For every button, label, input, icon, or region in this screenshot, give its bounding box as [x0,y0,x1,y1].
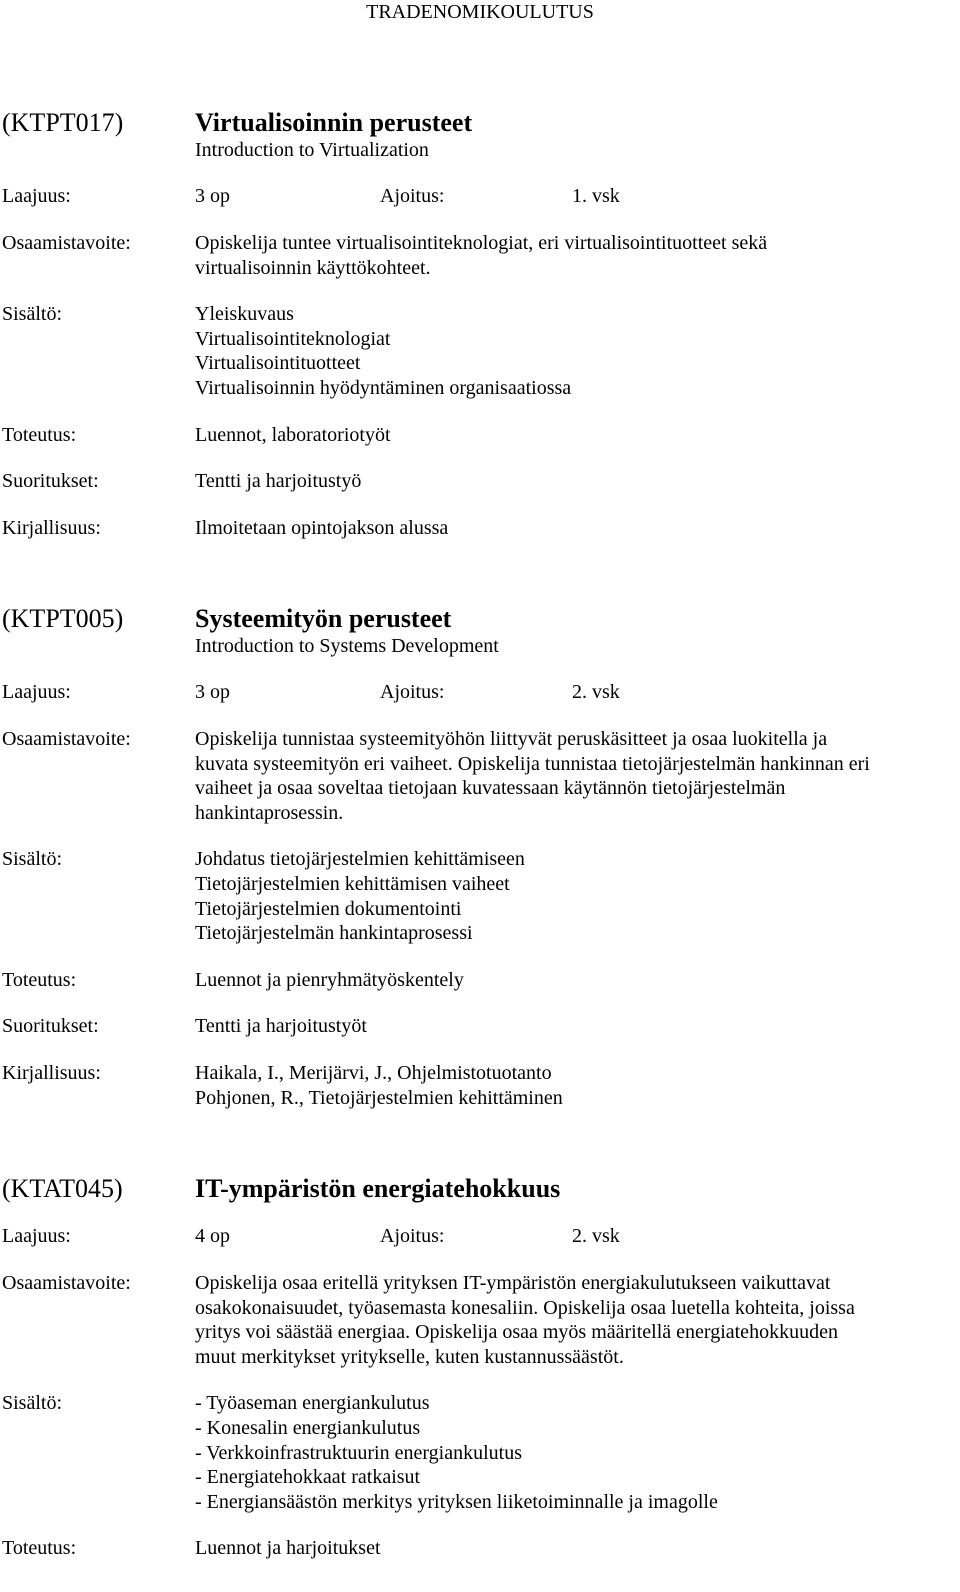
literature-row [0,1061,960,1110]
learning-outcomes-label: Osaamistavoite: [2,728,131,750]
page-header: TRADENOMIKOULUTUS [366,1,594,23]
course-code: (KTAT045) [2,1174,123,1203]
course-title: IT-ympäristön energiatehokkuus [195,1174,561,1203]
timing-value: 2. vsk [572,1225,620,1247]
learning-outcomes-row [0,727,960,825]
course-subtitle: Introduction to Virtualization [195,139,429,161]
scope-row [0,184,960,208]
scope-value: 3 op [195,681,230,703]
list-item: Tietojärjestelmien kehittämisen vaiheet [195,872,510,895]
learning-outcomes-text [195,727,955,825]
list-item: - Työaseman energiankulutus [195,1392,430,1415]
scope-value: 4 op [195,1225,230,1247]
list-item: - Konesalin energiankulutus [195,1416,421,1439]
text-line: muut merkitykset yritykselle, kuten kustannussäästöt. [195,1345,624,1368]
list-item: Virtualisoinnin hyödyntäminen organisaatiossa [195,376,572,399]
course-heading [0,108,960,162]
completion-row [0,1014,960,1039]
learning-outcomes-row [0,231,960,280]
literature-label: Kirjallisuus: [2,1061,101,1084]
text-line: Opiskelija tunnistaa systeemityöhön liittyvät peruskäsitteet ja osaa luokitella ja [195,728,828,750]
implementation-row [0,423,960,448]
learning-outcomes-text [195,1271,955,1369]
timing-label: Ajoitus: [380,681,445,703]
completion-value: Tentti ja harjoitustyö [195,470,362,493]
text-line: vaiheet ja osaa soveltaa tietojaan kuvatessaan käytännön tietojärjestelmän [195,777,786,800]
list-item: - Energiatehokkaat ratkaisut [195,1466,421,1489]
implementation-label: Toteutus: [2,423,77,446]
completion-label: Suoritukset: [2,1015,99,1038]
implementation-value: Luennot, laboratoriotyöt [195,423,391,446]
list-item: Johdatus tietojärjestelmien kehittämiseen [195,848,525,871]
literature-list [195,516,955,541]
course-heading [0,604,960,658]
content-list [195,847,955,945]
completion-row [0,469,960,494]
learning-outcomes-row [0,1271,960,1369]
text-line: Opiskelija osaa eritellä yrityksen IT-ympäristön energiakulutukseen vaikuttavat [195,1272,831,1294]
implementation-label: Toteutus: [2,1537,77,1560]
scope-row [0,1224,960,1248]
literature-label: Kirjallisuus: [2,516,101,539]
completion-value: Tentti ja harjoitustyöt [195,1015,367,1038]
content-label: Sisältö: [2,303,63,326]
implementation-value: Luennot ja harjoitukset [195,1537,381,1560]
course-code: (KTPT005) [2,604,124,633]
content-row [0,1391,960,1514]
learning-outcomes-label: Osaamistavoite: [2,232,131,254]
list-item: Tietojärjestelmien dokumentointi [195,897,462,920]
text-line: hankintaprosessin. [195,801,344,824]
course-heading [0,1174,960,1204]
learning-outcomes-label: Osaamistavoite: [2,1272,131,1294]
list-item: Ilmoitetaan opintojakson alussa [195,516,449,539]
content-row [0,302,960,400]
text-line: kuvata systeemityön eri vaiheet. Opiskelija tunnistaa tietojärjestelmän hankinnan eri [195,752,870,775]
list-item: - Verkkoinfrastruktuurin energiankulutus [195,1441,522,1464]
implementation-row [0,968,960,993]
list-item: Virtualisointituotteet [195,352,361,375]
literature-list [195,1061,955,1110]
timing-value: 2. vsk [572,681,620,703]
text-line: Opiskelija tuntee virtualisointiteknologiat, eri virtualisointituotteet sekä [195,232,768,254]
scope-value: 3 op [195,185,230,207]
list-item: - Energiansäästön merkitys yrityksen liiketoiminnalle ja imagolle [195,1490,718,1513]
learning-outcomes-text [195,231,955,280]
list-item: Tietojärjestelmän hankintaprosessi [195,922,473,945]
content-label: Sisältö: [2,848,63,871]
timing-label: Ajoitus: [380,1225,445,1247]
content-row [0,847,960,945]
course-title: Systeemityön perusteet [195,604,452,633]
course-ktpt005 [0,604,960,1110]
implementation-row [0,1536,960,1561]
content-label: Sisältö: [2,1392,63,1415]
text-line: osakokonaisuudet, työasemasta konesaliin. Opiskelija osaa luetella kohteita, joissa [195,1296,855,1319]
scope-row [0,680,960,704]
literature-row [0,516,960,541]
content-list [195,1391,955,1514]
implementation-label: Toteutus: [2,968,77,991]
completion-label: Suoritukset: [2,470,99,493]
scope-label: Laajuus: [2,185,71,207]
list-item: Pohjonen, R., Tietojärjestelmien kehittäminen [195,1086,563,1109]
course-code: (KTPT017) [2,108,124,137]
text-line: yritys voi säästää energiaa. Opiskelija osaa myös määritellä energiatehokkuuden [195,1321,838,1344]
list-item: Haikala, I., Merijärvi, J., Ohjelmistotuotanto [195,1061,552,1084]
content-list [195,302,955,400]
course-ktpt017 [0,108,960,540]
implementation-value: Luennot ja pienryhmätyöskentely [195,968,464,991]
course-title: Virtualisoinnin perusteet [195,108,473,137]
scope-label: Laajuus: [2,681,71,703]
course-subtitle: Introduction to Systems Development [195,635,499,657]
list-item: Virtualisointiteknologiat [195,327,391,350]
course-ktat045 [0,1174,960,1561]
timing-value: 1. vsk [572,185,620,207]
text-line: virtualisoinnin käyttökohteet. [195,256,431,279]
timing-label: Ajoitus: [380,185,445,207]
list-item: Yleiskuvaus [195,303,294,326]
scope-label: Laajuus: [2,1225,71,1247]
